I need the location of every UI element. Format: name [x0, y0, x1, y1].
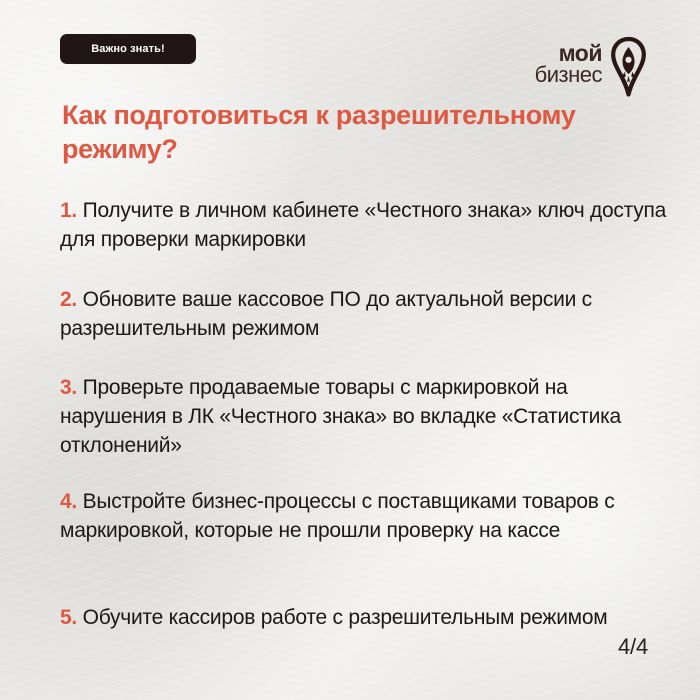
step-item-1: [60, 196, 670, 254]
step-item-3: [60, 373, 670, 460]
step-number-3: 3.: [60, 376, 78, 399]
step-text-5: Обучите кассиров работе с разрешительным режимом: [82, 606, 608, 629]
step-text-1: Получите в личном кабинете «Честного знака» ключ доступа для проверки маркировки: [60, 199, 667, 251]
location-pin-rocket-icon: [610, 36, 647, 98]
step-text-2: Обновите ваше кассовое ПО до актуальной версии с разрешительным режимом: [60, 288, 592, 340]
step-number-5: 5.: [60, 606, 78, 629]
step-item-4: [60, 487, 670, 545]
step-number-2: 2.: [60, 288, 78, 311]
page-indicator: 4/4: [618, 634, 648, 659]
step-number-1: 1.: [60, 199, 78, 222]
brand-wordmark-line-2: бизнес: [534, 61, 602, 87]
step-number-4: 4.: [60, 490, 78, 513]
step-text-3: Проверьте продаваемые товары с маркировкой на нарушения в ЛК «Честного знака» во вкладке «Статистика отклонений»: [60, 376, 621, 457]
step-item-2: [60, 285, 670, 343]
step-text-4: Выстройте бизнес-процессы с поставщиками товаров с маркировкой, которые не прошли проверку на кассе: [60, 490, 615, 542]
page-title: Как подготовиться к разрешительному режиму?: [62, 100, 576, 164]
brand-wordmark-line-1: мой: [558, 40, 602, 66]
brand-logo: [507, 34, 652, 102]
brand-wordmark: [507, 40, 602, 87]
step-item-5: [60, 603, 670, 632]
important-badge-label: Важно знать!: [91, 43, 165, 55]
important-badge: [60, 34, 196, 64]
